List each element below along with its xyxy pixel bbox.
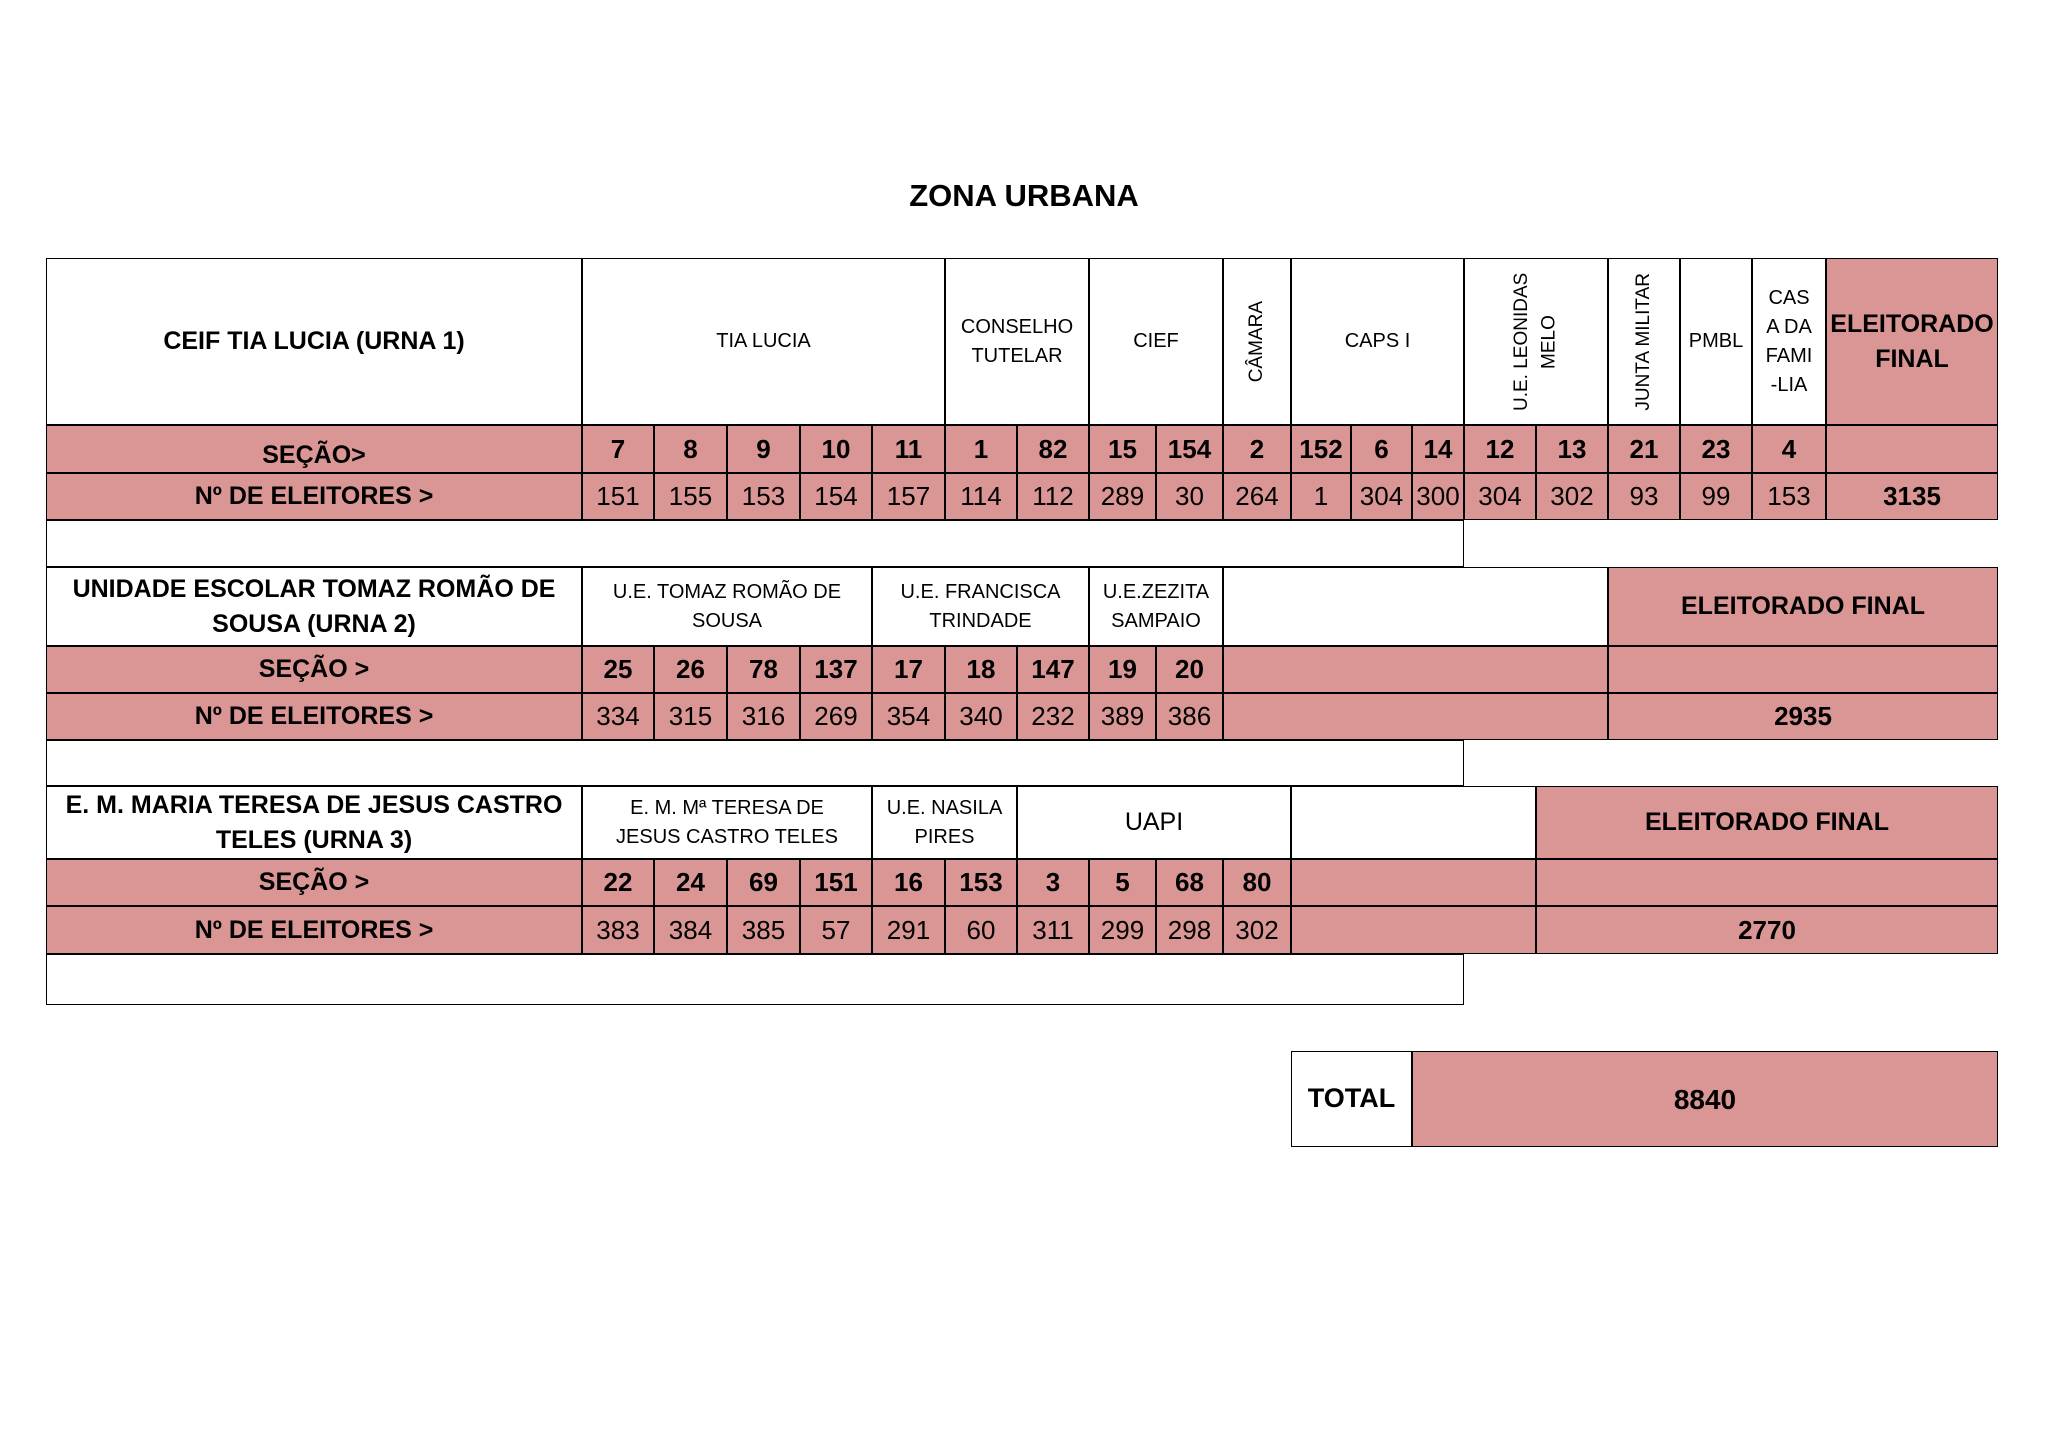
urna1-eleitores-label: Nº DE ELEITORES > <box>46 473 582 520</box>
urna3-secao-final-empty <box>1536 859 1998 906</box>
urna3-secao-cell: 68 <box>1156 859 1223 906</box>
group-ue-nasila-pires-label: U.E. NASILA PIRES <box>886 796 1003 848</box>
group-ue-tomaz-romao: U.E. TOMAZ ROMÃO DE SOUSA <box>582 567 872 646</box>
urna3-secao-cell: 3 <box>1017 859 1089 906</box>
urna1-eleitores-cell: 1 <box>1291 473 1351 520</box>
group-tia-lucia: TIA LUCIA <box>582 258 945 425</box>
urna1-eleitores-cell: 30 <box>1156 473 1223 520</box>
total-value: 8840 <box>1412 1051 1998 1147</box>
group-caps-i: CAPS I <box>1291 258 1464 425</box>
urna3-secao-cell: 80 <box>1223 859 1291 906</box>
urna1-final-label: ELEITORADO FINAL <box>1826 258 1998 425</box>
group-em-maria-teresa-label: E. M. Mª TERESA DE JESUS CASTRO TELES <box>616 796 838 848</box>
urna2-secao-label: SEÇÃO > <box>46 646 582 693</box>
total-label: TOTAL <box>1291 1051 1412 1147</box>
group-em-maria-teresa <box>582 786 872 859</box>
urna1-secao-cell: 23 <box>1680 425 1752 473</box>
urna1-eleitores-cell: 155 <box>654 473 727 520</box>
group-camara-label: CÂMARA <box>1246 300 1268 383</box>
urna1-secao-cell: 82 <box>1017 425 1089 473</box>
group-pmbl: PMBL <box>1680 258 1752 425</box>
urna1-secao-cell: 13 <box>1536 425 1608 473</box>
urna1-eleitores-cell: 289 <box>1089 473 1156 520</box>
urna3-secao-cell: 5 <box>1089 859 1156 906</box>
urna3-eleitores-cell: 385 <box>727 906 800 954</box>
urna1-eleitores-cell: 153 <box>727 473 800 520</box>
urna1-secao-cell: 154 <box>1156 425 1223 473</box>
urna3-secao-label: SEÇÃO > <box>46 859 582 906</box>
urna2-secao-cell: 26 <box>654 646 727 693</box>
urna3-eleitores-empty <box>1291 906 1536 954</box>
urna2-eleitores-cell: 316 <box>727 693 800 740</box>
urna1-eleitores-cell: 300 <box>1412 473 1464 520</box>
urna1-secao-label: SEÇÃO> <box>46 425 582 473</box>
urna2-eleitores-cell: 315 <box>654 693 727 740</box>
urna2-secao-cell: 78 <box>727 646 800 693</box>
group-ue-leonidas-melo-label: U.E. LEONIDAS MELO <box>1511 272 1560 411</box>
urna1-secao-cell: 7 <box>582 425 654 473</box>
urna1-name: CEIF TIA LUCIA (URNA 1) <box>46 258 582 425</box>
urna1-secao-cell: 6 <box>1351 425 1412 473</box>
urna3-eleitores-cell: 57 <box>800 906 872 954</box>
group-ue-francisca-trindade: U.E. FRANCISCA TRINDADE <box>872 567 1089 646</box>
urna3-secao-cell: 153 <box>945 859 1017 906</box>
urna3-secao-cell: 16 <box>872 859 945 906</box>
urna1-secao-cell: 11 <box>872 425 945 473</box>
urna3-eleitores-cell: 383 <box>582 906 654 954</box>
urna1-secao-empty <box>1826 425 1998 473</box>
urna3-secao-cell: 69 <box>727 859 800 906</box>
urna1-eleitores-cell: 302 <box>1536 473 1608 520</box>
group-ue-leonidas-melo <box>1464 258 1608 425</box>
urna1-spacer <box>46 520 1464 567</box>
group-casa-da-familia <box>1752 258 1826 425</box>
group-uapi: UAPI <box>1017 786 1291 859</box>
urna2-secao-final-empty <box>1608 646 1998 693</box>
urna1-secao-cell: 10 <box>800 425 872 473</box>
group-casa-da-familia-label: CASA DA FAMI-LIA <box>1765 286 1813 396</box>
urna1-eleitores-cell: 112 <box>1017 473 1089 520</box>
urna2-secao-cell: 147 <box>1017 646 1089 693</box>
urna2-eleitores-cell: 389 <box>1089 693 1156 740</box>
urna2-final-label: ELEITORADO FINAL <box>1608 567 1998 646</box>
page-title: ZONA URBANA <box>909 178 1139 213</box>
urna2-secao-cell: 137 <box>800 646 872 693</box>
urna3-eleitores-cell: 311 <box>1017 906 1089 954</box>
group-conselho-tutelar: CONSELHO TUTELAR <box>945 258 1089 425</box>
urna2-eleitores-cell: 269 <box>800 693 872 740</box>
urna1-eleitores-cell: 114 <box>945 473 1017 520</box>
urna2-secao-cell: 17 <box>872 646 945 693</box>
urna1-secao-cell: 21 <box>1608 425 1680 473</box>
urna1-eleitores-cell: 304 <box>1464 473 1536 520</box>
urna3-eleitores-label: Nº DE ELEITORES > <box>46 906 582 954</box>
urna1-eleitores-cell: 304 <box>1351 473 1412 520</box>
urna3-secao-empty <box>1291 859 1536 906</box>
urna1-eleitores-cell: 264 <box>1223 473 1291 520</box>
group-ue-nasila-pires <box>872 786 1017 859</box>
urna2-eleitores-cell: 354 <box>872 693 945 740</box>
urna1-secao-cell: 12 <box>1464 425 1536 473</box>
urna2-secao-cell: 25 <box>582 646 654 693</box>
urna1-secao-cell: 4 <box>1752 425 1826 473</box>
urna3-eleitores-cell: 299 <box>1089 906 1156 954</box>
urna1-eleitores-cell: 93 <box>1608 473 1680 520</box>
urna1-secao-cell: 8 <box>654 425 727 473</box>
urna3-eleitores-cell: 298 <box>1156 906 1223 954</box>
urna1-final-value: 3135 <box>1826 473 1998 520</box>
urna3-spacer <box>46 954 1464 1005</box>
group-junta-militar <box>1608 258 1680 425</box>
urna3-secao-cell: 22 <box>582 859 654 906</box>
group-cief: CIEF <box>1089 258 1223 425</box>
urna3-name: E. M. MARIA TERESA DE JESUS CASTRO TELES (URNA 3) <box>46 786 582 859</box>
urna2-eleitores-label: Nº DE ELEITORES > <box>46 693 582 740</box>
urna1-secao-cell: 1 <box>945 425 1017 473</box>
urna2-secao-cell: 20 <box>1156 646 1223 693</box>
urna2-secao-empty <box>1223 646 1608 693</box>
urna3-secao-cell: 151 <box>800 859 872 906</box>
group-camara <box>1223 258 1291 425</box>
urna3-eleitores-cell: 291 <box>872 906 945 954</box>
urna2-name: UNIDADE ESCOLAR TOMAZ ROMÃO DE SOUSA (URNA 2) <box>46 567 582 646</box>
urna2-eleitores-cell: 334 <box>582 693 654 740</box>
urna1-secao-cell: 15 <box>1089 425 1156 473</box>
urna2-spacer <box>46 740 1464 786</box>
urna2-final-value: 2935 <box>1608 693 1998 740</box>
group-ue-zezita-sampaio <box>1089 567 1223 646</box>
urna3-final-value: 2770 <box>1536 906 1998 954</box>
urna1-secao-cell: 2 <box>1223 425 1291 473</box>
urna1-eleitores-cell: 151 <box>582 473 654 520</box>
urna3-final-label: ELEITORADO FINAL <box>1536 786 1998 859</box>
group-ue-zezita-sampaio-label: U.E.ZEZITA SAMPAIO <box>1102 580 1210 632</box>
urna2-secao-cell: 18 <box>945 646 1017 693</box>
urna1-eleitores-cell: 157 <box>872 473 945 520</box>
urna3-header-empty <box>1291 786 1536 859</box>
urna2-eleitores-empty <box>1223 693 1608 740</box>
urna2-header-empty <box>1223 567 1608 646</box>
urna2-eleitores-cell: 232 <box>1017 693 1089 740</box>
urna1-secao-cell: 9 <box>727 425 800 473</box>
urna3-eleitores-cell: 60 <box>945 906 1017 954</box>
urna1-secao-cell: 152 <box>1291 425 1351 473</box>
urna3-secao-cell: 24 <box>654 859 727 906</box>
urna3-eleitores-cell: 384 <box>654 906 727 954</box>
urna1-eleitores-cell: 153 <box>1752 473 1826 520</box>
urna1-secao-cell: 14 <box>1412 425 1464 473</box>
urna2-eleitores-cell: 340 <box>945 693 1017 740</box>
urna3-eleitores-cell: 302 <box>1223 906 1291 954</box>
urna2-eleitores-cell: 386 <box>1156 693 1223 740</box>
urna1-eleitores-cell: 99 <box>1680 473 1752 520</box>
urna1-eleitores-cell: 154 <box>800 473 872 520</box>
urna2-secao-cell: 19 <box>1089 646 1156 693</box>
group-junta-militar-label: JUNTA MILITAR <box>1633 272 1655 411</box>
